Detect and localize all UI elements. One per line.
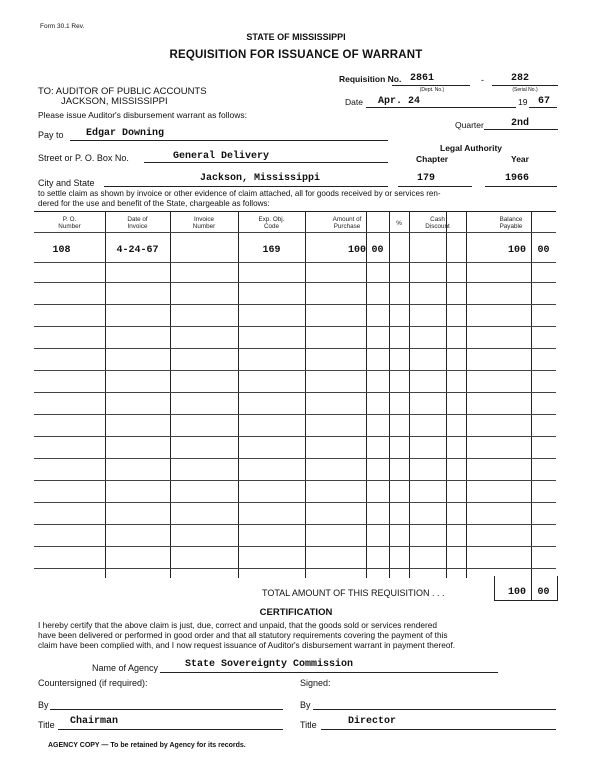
requisition-dash: -	[481, 75, 484, 85]
title-line-right	[321, 729, 556, 730]
quarter-value[interactable]: 2nd	[511, 118, 530, 129]
certification-line-2: have been delivered or performed in good order and that all statutory requirements covering the payment of this	[38, 630, 448, 640]
chapter-line	[398, 186, 472, 187]
chapter-label: Chapter	[416, 154, 449, 164]
table-row-amount-cents[interactable]: 00	[371, 245, 384, 256]
certification-line-1: I hereby certify that the above claim is just, due, correct and unpaid, that the goods sold or services rendered	[38, 620, 437, 630]
quarter-label: Quarter	[455, 120, 484, 130]
table-row-po[interactable]: 108	[52, 245, 71, 256]
by-line-right[interactable]	[313, 709, 556, 710]
header-percent: %	[396, 220, 402, 227]
table-row-balance-dollars[interactable]: 100	[507, 245, 526, 256]
by-line-left[interactable]	[50, 709, 283, 710]
title-label-left: Title	[38, 720, 55, 730]
header-invoice-number: Invoice Number	[192, 216, 216, 230]
city-label: City and State	[38, 178, 95, 188]
pay-to-value[interactable]: Edgar Downing	[86, 128, 165, 139]
header-cash-discount: Cash Discount	[425, 216, 450, 230]
left-title-value[interactable]: Chairman	[70, 716, 119, 727]
form-title: REQUISITION FOR ISSUANCE OF WARRANT	[169, 49, 423, 61]
city-line	[104, 186, 388, 187]
date-label: Date	[345, 97, 363, 107]
street-label: Street or P. O. Box No.	[38, 153, 129, 163]
agency-value[interactable]: State Sovereignty Commission	[185, 659, 354, 670]
claims-table	[34, 211, 556, 578]
header-date-of-invoice: Date of Invoice	[127, 216, 148, 230]
header-amount-of-purchase: Amount of Purchase	[332, 216, 362, 230]
dept-no-caption: (Dept. No.)	[419, 87, 445, 93]
year-label: Year	[511, 154, 529, 164]
serial-no-value[interactable]: 282	[510, 73, 529, 84]
countersigned-label: Countersigned (if required):	[38, 678, 148, 688]
date-year-value[interactable]: 67	[538, 96, 551, 107]
legal-authority-title: Legal Authority	[440, 143, 503, 153]
date-value[interactable]: Apr. 24	[378, 96, 421, 107]
serial-no-caption: (Serial No.)	[512, 87, 538, 93]
total-dollars[interactable]: 100	[507, 587, 526, 598]
total-label: TOTAL AMOUNT OF THIS REQUISITION . . .	[262, 588, 445, 598]
date-year-prefix: 19	[518, 97, 528, 107]
chapter-value[interactable]: 179	[417, 173, 436, 184]
title-line-left	[58, 729, 283, 730]
city-value[interactable]: Jackson, Mississippi	[200, 173, 321, 184]
settle-text-2: dered for the use and benefit of the State, chargeable as follows:	[38, 199, 270, 208]
year-line	[485, 186, 557, 187]
instruction-text: Please issue Auditor's disbursement warrant as follows:	[38, 110, 248, 120]
total-cents[interactable]: 00	[537, 587, 550, 598]
dept-no-value[interactable]: 2861	[409, 73, 434, 84]
pay-to-line	[70, 140, 388, 141]
header-po: P. O. Number	[58, 216, 81, 230]
by-label-right: By	[300, 700, 311, 710]
form-number: Form 30.1 Rev.	[40, 23, 85, 30]
title-label-right: Title	[300, 720, 317, 730]
quarter-line	[484, 129, 558, 130]
by-label-left: By	[38, 700, 49, 710]
serial-no-line	[492, 85, 558, 86]
state-heading: STATE OF MISSISSIPPI	[246, 32, 346, 42]
signed-label: Signed:	[300, 678, 331, 688]
certification-title: CERTIFICATION	[259, 607, 333, 618]
table-row-expobj[interactable]: 169	[262, 245, 281, 256]
agency-line	[160, 672, 498, 673]
header-exp-obj-code: Exp. Obj. Code	[258, 216, 285, 230]
street-line	[144, 162, 388, 163]
settle-text-1: to settle claim as shown by invoice or other evidence of claim attached, all for goods received by or services ren-	[38, 189, 441, 198]
table-row-date[interactable]: 4-24-67	[116, 245, 159, 256]
to-line-2: JACKSON, MISSISSIPPI	[61, 96, 168, 107]
street-value[interactable]: General Delivery	[173, 151, 270, 162]
date-year-line	[529, 107, 557, 108]
table-row-balance-cents[interactable]: 00	[537, 245, 550, 256]
agency-label: Name of Agency	[92, 663, 159, 673]
requisition-label: Requisition No.	[339, 74, 402, 84]
dept-no-line	[392, 85, 470, 86]
to-line-1: TO: AUDITOR OF PUBLIC ACCOUNTS	[38, 86, 207, 97]
certification-line-3: claim have been complied with, and I now request issuance of Auditor's disbursement warrant in payment thereof.	[38, 640, 456, 650]
year-value[interactable]: 1966	[505, 173, 530, 184]
date-line	[366, 107, 516, 108]
right-title-value[interactable]: Director	[348, 716, 397, 727]
pay-to-label: Pay to	[38, 130, 64, 140]
table-row-amount-dollars[interactable]: 100	[347, 245, 366, 256]
footer-note: AGENCY COPY — To be retained by Agency for its records.	[48, 742, 246, 749]
header-balance-payable: Balance Payable	[499, 216, 523, 230]
